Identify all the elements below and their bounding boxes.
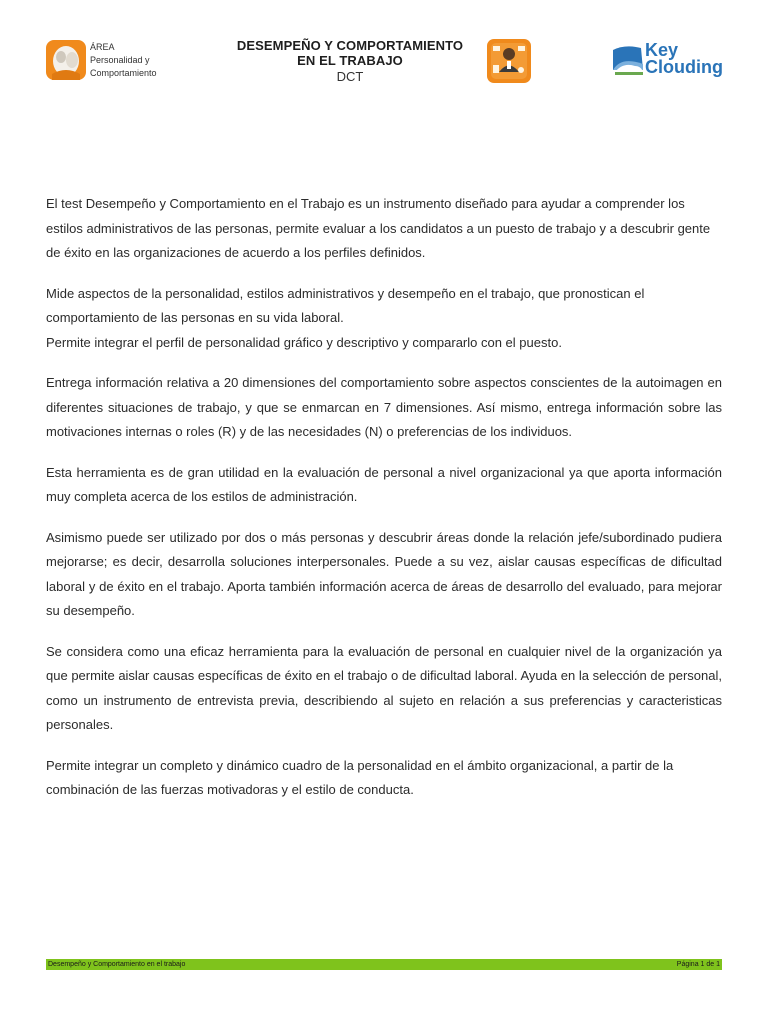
test-code: DCT — [336, 69, 364, 84]
personality-area-icon — [46, 40, 86, 80]
logo-word: Key — [645, 40, 679, 60]
body-paragraph: Esta herramienta es de gran utilidad en la evaluación de personal a nivel organizacional ya que aporta información muy completa acerca de los estilos de administración. — [46, 464, 722, 504]
cloud-logo-icon — [611, 42, 645, 76]
logo-wordmark — [645, 42, 723, 76]
body-paragraph: El test Desempeño y Comportamiento en el Trabajo es un instrumento diseñado para ayudar a comprender los estilos administrativos de las personas, permite evaluar a los candidatos a un puesto de trabajo y a descubrir gente de éxito en las organizaciones de acuerdo a los perfiles definidos. — [46, 196, 711, 260]
test-office-icon — [487, 39, 531, 83]
area-label-line: Comportamiento — [90, 68, 157, 78]
area-label — [90, 41, 157, 80]
body-paragraph: Entrega información relativa a 20 dimensiones del comportamiento sobre aspectos conscientes de la autoimagen en diferentes situaciones de trabajo, y que se enmarcan en 7 dimensiones. Así mismo, entrega información sobre las motivaciones internas o roles (R) y de las necesidades (N) o preferencias de los individuos. — [46, 375, 722, 439]
page-header — [0, 0, 768, 100]
body-paragraph: Asimismo puede ser utilizado por dos o más personas y descubrir áreas donde la relación jefe/subordinado pudiera mejorarse; es decir, desarrolla soluciones interpersonales. Puede a su vez, aislar causas específicas de dificultad laboral y de éxito en el trabajo. Aporta también información acerca de áreas de desarrollo del evaluado, para mejorar su desempeño. — [46, 529, 722, 618]
footer-page-number: Página 1 de 1 — [676, 961, 720, 968]
area-label-line: ÁREA — [90, 42, 115, 52]
body-paragraph: Se considera como una eficaz herramienta para la evaluación de personal en cualquier nivel de la organización ya que permite aislar causas específicas de éxito en el trabajo o de dificultad laboral. Ayuda en la selección de personal, como un instrumento de entrevista previa, describiendo al sujeto en relación a sus preferencias y caracteristicas personales. — [46, 643, 722, 732]
body-paragraph: Permite integrar el perfil de personalidad gráfico y descriptivo y compararlo con el puesto. — [46, 334, 562, 350]
document-title — [220, 38, 480, 85]
area-label-line: Personalidad y — [90, 55, 150, 65]
body-paragraph: Mide aspectos de la personalidad, estilos administrativos y desempeño en el trabajo, que pronostican el comportamiento de las personas en su vida laboral. — [46, 285, 645, 325]
keyclouding-logo — [611, 42, 731, 82]
page-footer — [46, 959, 722, 970]
document-body — [46, 192, 722, 819]
title-line: EN EL TRABAJO — [297, 53, 403, 68]
footer-document-name: Desempeño y Comportamiento en el trabajo — [48, 961, 186, 968]
title-line: DESEMPEÑO Y COMPORTAMIENTO — [236, 38, 464, 53]
logo-word: Clouding — [645, 57, 723, 77]
body-paragraph: Permite integrar un completo y dinámico cuadro de la personalidad en el ámbito organizacional, a partir de la combinación de las fuerzas motivadoras y el estilo de conducta. — [46, 757, 674, 797]
